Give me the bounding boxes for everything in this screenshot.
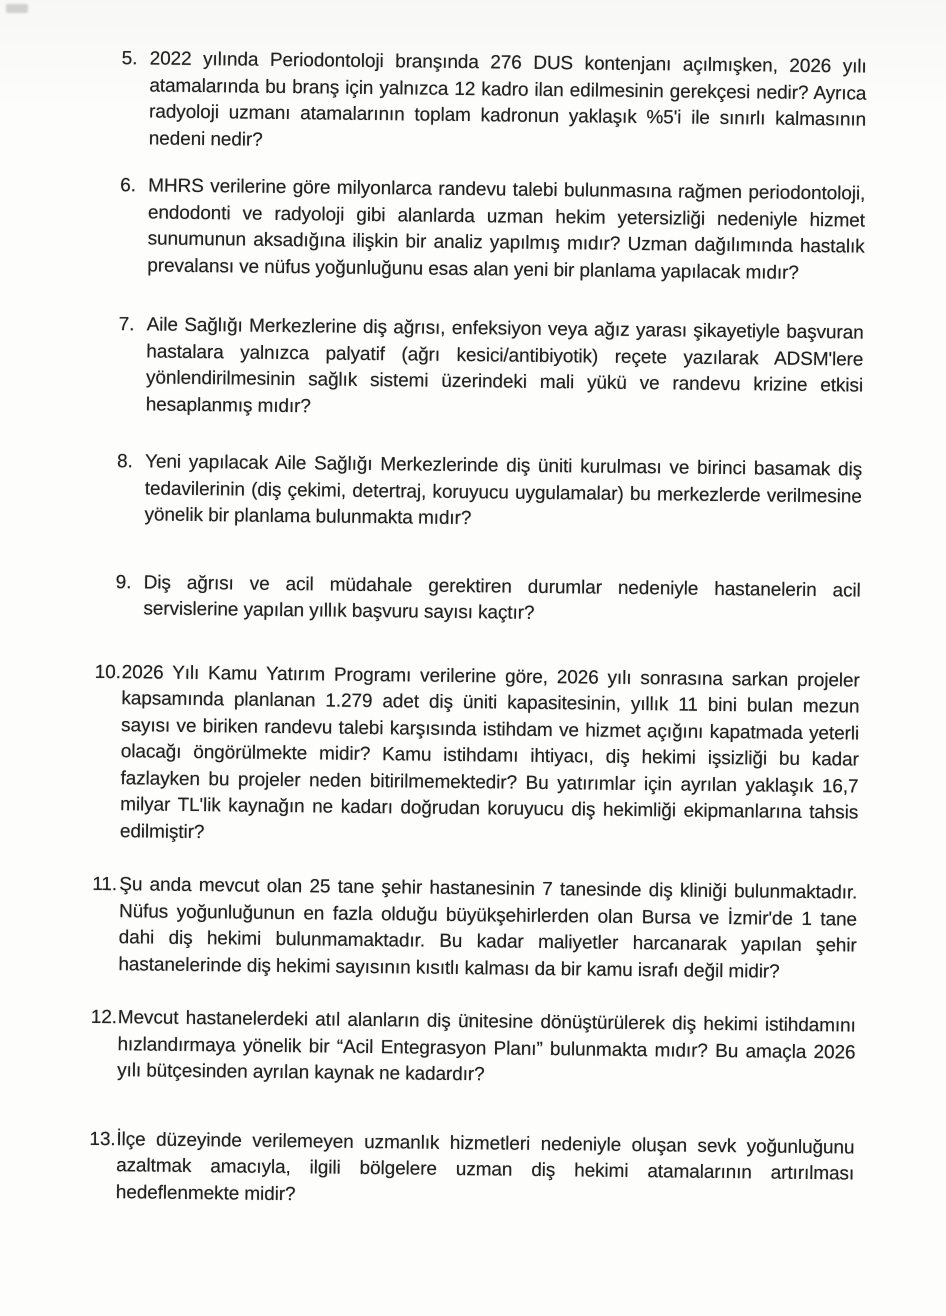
- question-item-7: [98, 312, 864, 427]
- question-text: 2026 Yılı Kamu Yatırım Programı verilerine göre, 2026 yılı sonrasına sarkan projeler kapsamında planlanan 1.279 adet diş üniti kapasitesinin, yıllık 11 bini bulan mezun sayısı ve biriken randevu talebi karşısında istihdam ve hizmet açığını kapatmada yeterli olacağı öngörülmekte midir? Kamu istihdamı ihtiyacı, diş hekimi işsizliği bu kadar fazlayken bu projeler neden bitirilmemektedir? Bu yatırımlar için ayrılan yaklaşık 16,7 milyar TL'lik kaynağın ne kadarı doğrudan koruyucu diş hekimliği ekipmanlarına tahsis edilmiştir?: [119, 661, 860, 843]
- question-text: Diş ağrısı ve acil müdahale gerektiren durumlar nedeniyle hastanelerin acil servislerine yapılan yıllık başvuru sayısı kaçtır?: [143, 571, 861, 624]
- question-item-5: [101, 46, 867, 161]
- question-number: 5.: [121, 48, 138, 70]
- question-number: 12.: [90, 1006, 118, 1029]
- question-item-9: [95, 569, 861, 631]
- question-text: Aile Sağlığı Merkezlerine diş ağrısı, enfeksiyon veya ağız yarası şikayetiyle başvuran hastalara yalnızca palyatif (ağrı kesici/antibiyotik) reçete yazılarak ADSM'lere yönlendirilmesinin sağlık sistemi üzerindeki mali yükü ve randevu krizine etkisi hesaplanmış mıdır?: [145, 314, 864, 417]
- question-text: MHRS verilerine göre milyonlarca randevu talebi bulunmasına rağmen periodontoloji, endodonti ve radyoloji gibi alanlarda uzman hekim yetersizliği nedeniyle hizmet sunumunun aksadığına ilişkin bir analiz yapılmış mıdır? Uzman dağılımında hastalık prevalansı ve nüfus yoğunluğunu esas alan yeni bir planlama yapılacak mıdır?: [147, 175, 866, 284]
- question-item-13: [89, 1126, 855, 1214]
- question-number: 13.: [89, 1128, 116, 1150]
- question-item-8: [96, 449, 862, 537]
- question-text: Şu anda mevcut olan 25 tane şehir hastanesinin 7 tanesinde diş kliniği bulunmaktadır. Nüfus yoğunluğunun en fazla olduğu büyükşehirlerden olan Bursa ve İzmir'de 1 tane dahi diş hekimi bulunmamaktadır. Bu kadar maliyetler harcanarak yapılan şehir hastanelerinde diş hekimi sayısının kısıtlı kalması da bir kamu israfı değil midir?: [118, 874, 858, 983]
- question-text: Yeni yapılacak Aile Sağlığı Merkezlerinde diş üniti kurulması ve birinci basamak diş tedavilerinin (diş çekimi, detertraj, koruyucu uygulamalar) bu merkezlerde verilmesine yönelik bir planlama bulunmakta mıdır?: [144, 451, 863, 530]
- question-number: 7.: [118, 314, 135, 336]
- question-number: 6.: [120, 175, 137, 197]
- question-item-11: [91, 872, 857, 987]
- question-number: 9.: [115, 571, 132, 593]
- question-text: 2022 yılında Periodontoloji branşında 276 DUS kontenjanı açılmışken, 2026 yılı atamalarında bu branş için yalnızca 12 kadro ilan edilmesinin gerekçesi nedir? Ayrıca radyoloji uzmanı atamalarının toplam kadronun yaklaşık %5'i ile sınırlı kalmasının nedeni nedir?: [148, 48, 867, 151]
- question-item-6: [99, 173, 865, 288]
- question-item-12: [90, 1005, 856, 1093]
- question-number: 10.: [94, 661, 121, 683]
- question-item-10: [93, 659, 860, 853]
- question-text: Mevcut hastanelerdeki atıl alanların diş ünitesine dönüştürülerek diş hekimi istihdamını hızlandırmaya yönelik bir “Acil Entegrasyon Planı” bulunmakta mıdır? Bu amaçla 2026 yılı bütçesinden ayrılan kaynak ne kadardır?: [117, 1007, 856, 1086]
- question-number: 8.: [116, 451, 133, 473]
- question-number: 11.: [92, 873, 118, 896]
- question-text: İlçe düzeyinde verilemeyen uzmanlık hizmetleri nedeniyle oluşan sevk yoğunluğunu azaltmak amacıyla, ilgili bölgelere uzman diş hekimi atamalarının artırılması hedeflenmekte midir?: [115, 1128, 855, 1205]
